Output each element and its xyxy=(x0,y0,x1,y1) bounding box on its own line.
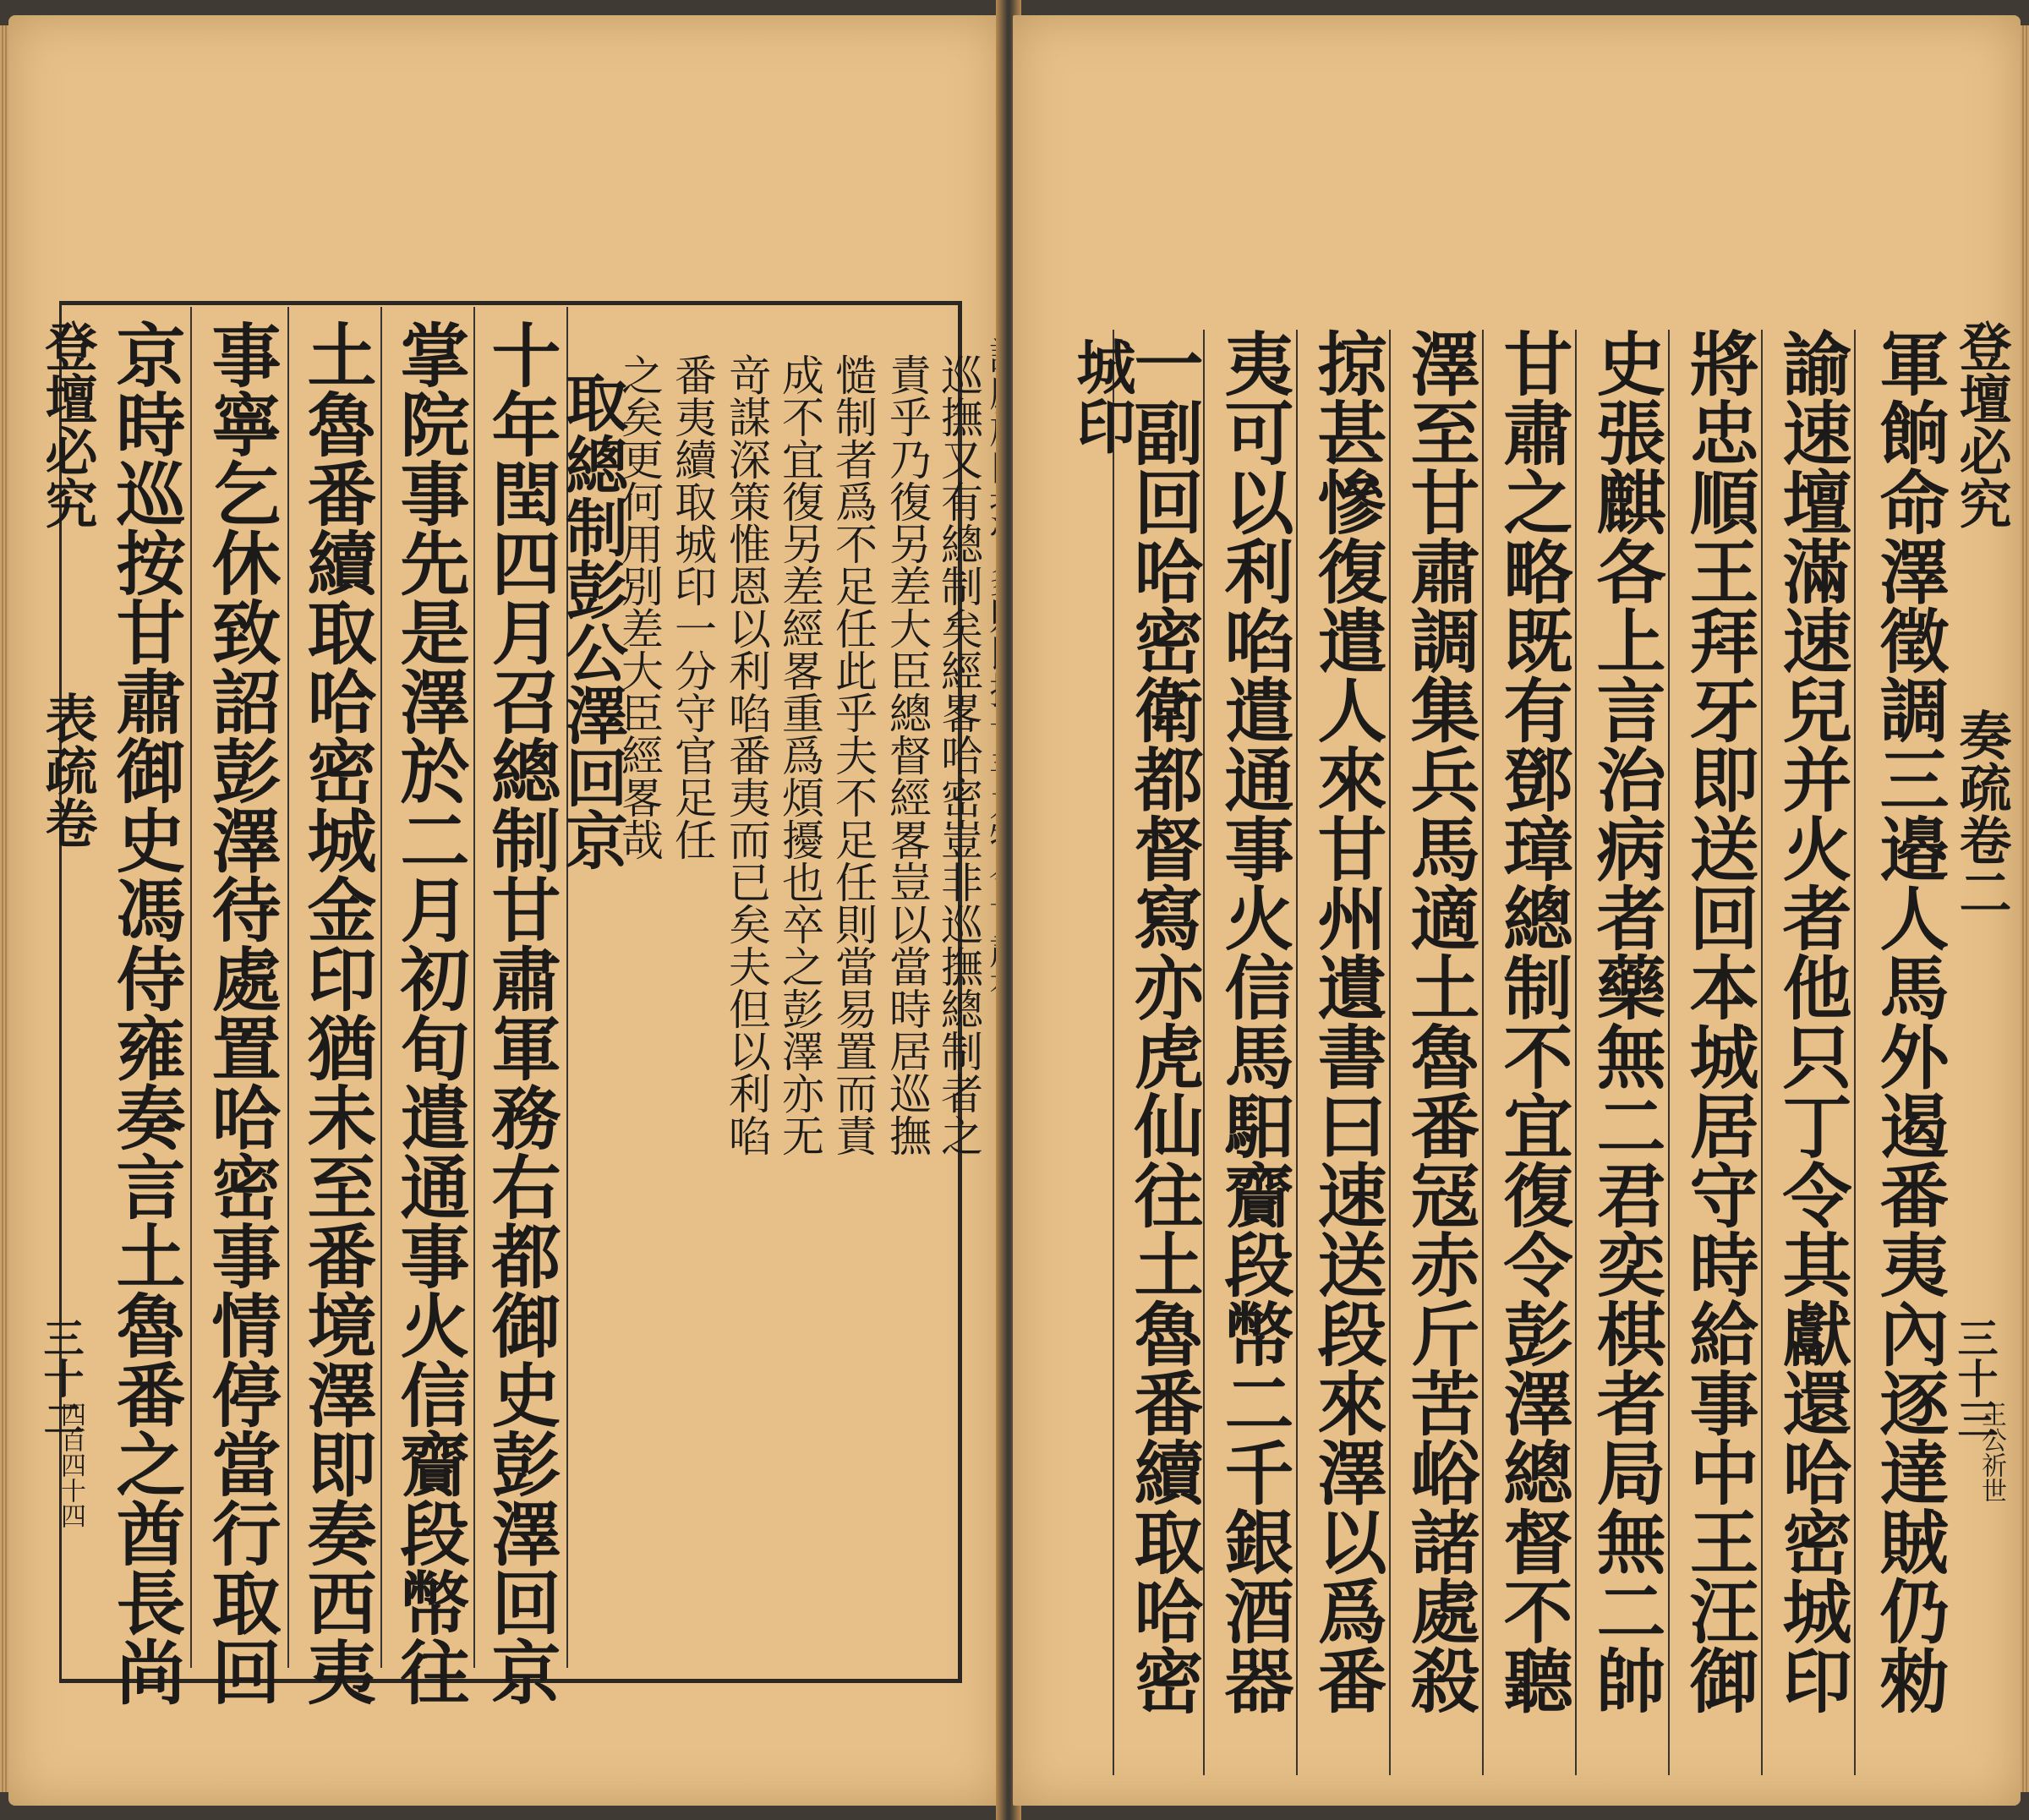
right-col-2: 諭速壇滿速兒并火者他只丁令其獻還哈密城印 xyxy=(1771,328,1852,1714)
right-col-8: 夷可以利啗遣通事火信馬馹齎段幣二千銀酒器 xyxy=(1213,328,1294,1714)
right-page xyxy=(1013,15,2021,1806)
right-margin-section: 奏疏卷二 xyxy=(1950,708,2012,918)
left-small-col-4: 成不宜復另差經畧重爲煩擾也卒之彭澤亦无 xyxy=(775,353,824,1156)
right-col-7: 掠甚慘復遣人來甘州遺書曰速送段來澤以爲番 xyxy=(1306,328,1387,1714)
left-col-1: 京時巡按甘肅御史馮侍雍奏言土魯番之酋長尚 xyxy=(105,320,186,1706)
left-col-3: 土魯番續取哈密城金印猶未至番境澤即奏西夷 xyxy=(296,320,377,1706)
left-small-col-7: 巡撫又有總制矣經畧哈密豈非巡撫總制者之 xyxy=(934,353,983,1156)
left-small-col-5: 慥制者爲不足任此乎夫不足任則當易置而責 xyxy=(829,353,878,1156)
left-page xyxy=(8,15,1003,1806)
column-rule xyxy=(190,307,192,1668)
left-small-col-3: 竒謀深策惟恩以利啗番夷而已矣夫但以利啗 xyxy=(722,353,771,1156)
left-small-col-1: 之矣更何用別差大臣經畧哉 xyxy=(615,353,664,861)
column-rule xyxy=(380,307,382,1668)
right-col-5: 甘肅之略既有鄧璋總制不宜復令彭澤總督不聽 xyxy=(1492,328,1573,1714)
left-col-5: 十年閏四月召總制甘肅軍務右都御史彭澤回京 xyxy=(480,320,561,1706)
left-col-4: 掌院事先是澤於二月初旬遣通事火信齎段幣往 xyxy=(389,320,470,1706)
right-folio: 三十三 xyxy=(1950,1317,1998,1439)
column-rule xyxy=(1668,330,1670,1775)
column-rule xyxy=(1113,330,1114,1775)
right-col-10: 城印 xyxy=(1067,336,1137,455)
left-margin-section: 表疏卷 xyxy=(36,691,98,849)
right-col-1: 軍餉命澤徵調三邉人馬外遏番夷內逐達賊仍勑 xyxy=(1868,328,1950,1714)
left-col-2: 事寧乞休致詔彭澤待處置哈密事情停當行取回 xyxy=(200,320,282,1706)
left-folio: 三十二 xyxy=(36,1317,84,1439)
column-rule xyxy=(1854,330,1856,1775)
left-leaf-code: 四百四十四 xyxy=(56,1402,85,1528)
column-rule xyxy=(1761,330,1763,1775)
right-leaf-code: 王公祈世 xyxy=(1977,1402,2006,1503)
column-rule xyxy=(1296,330,1298,1775)
left-margin-title: 登壇必究 xyxy=(36,320,98,529)
left-small-col-2: 番夷續取城印一分守官足任 xyxy=(668,353,717,861)
right-margin-title: 登壇必究 xyxy=(1950,320,2012,529)
right-col-9: 一副回哈密衛都督寫亦虎仙往土魯番續取哈密 xyxy=(1123,328,1204,1714)
right-col-4: 史張麒各上言治病者藥無二君奕棋者局無二帥 xyxy=(1585,328,1666,1714)
left-small-col-6: 責乎乃復另差大臣總督經畧豈以當時居巡撫 xyxy=(883,353,932,1156)
column-rule xyxy=(287,307,289,1668)
column-rule xyxy=(1389,330,1391,1775)
right-col-3: 將忠順王拜牙即送回本城居守時給事中王汪御 xyxy=(1678,328,1759,1714)
right-col-6: 澤至甘肅調集兵馬適土魯番冦赤斤苦峪諸處殺 xyxy=(1399,328,1480,1714)
column-rule xyxy=(1482,330,1484,1775)
column-rule xyxy=(1575,330,1577,1775)
column-rule xyxy=(473,307,475,1668)
section-heading: 取總制彭公澤回京 xyxy=(555,370,628,871)
